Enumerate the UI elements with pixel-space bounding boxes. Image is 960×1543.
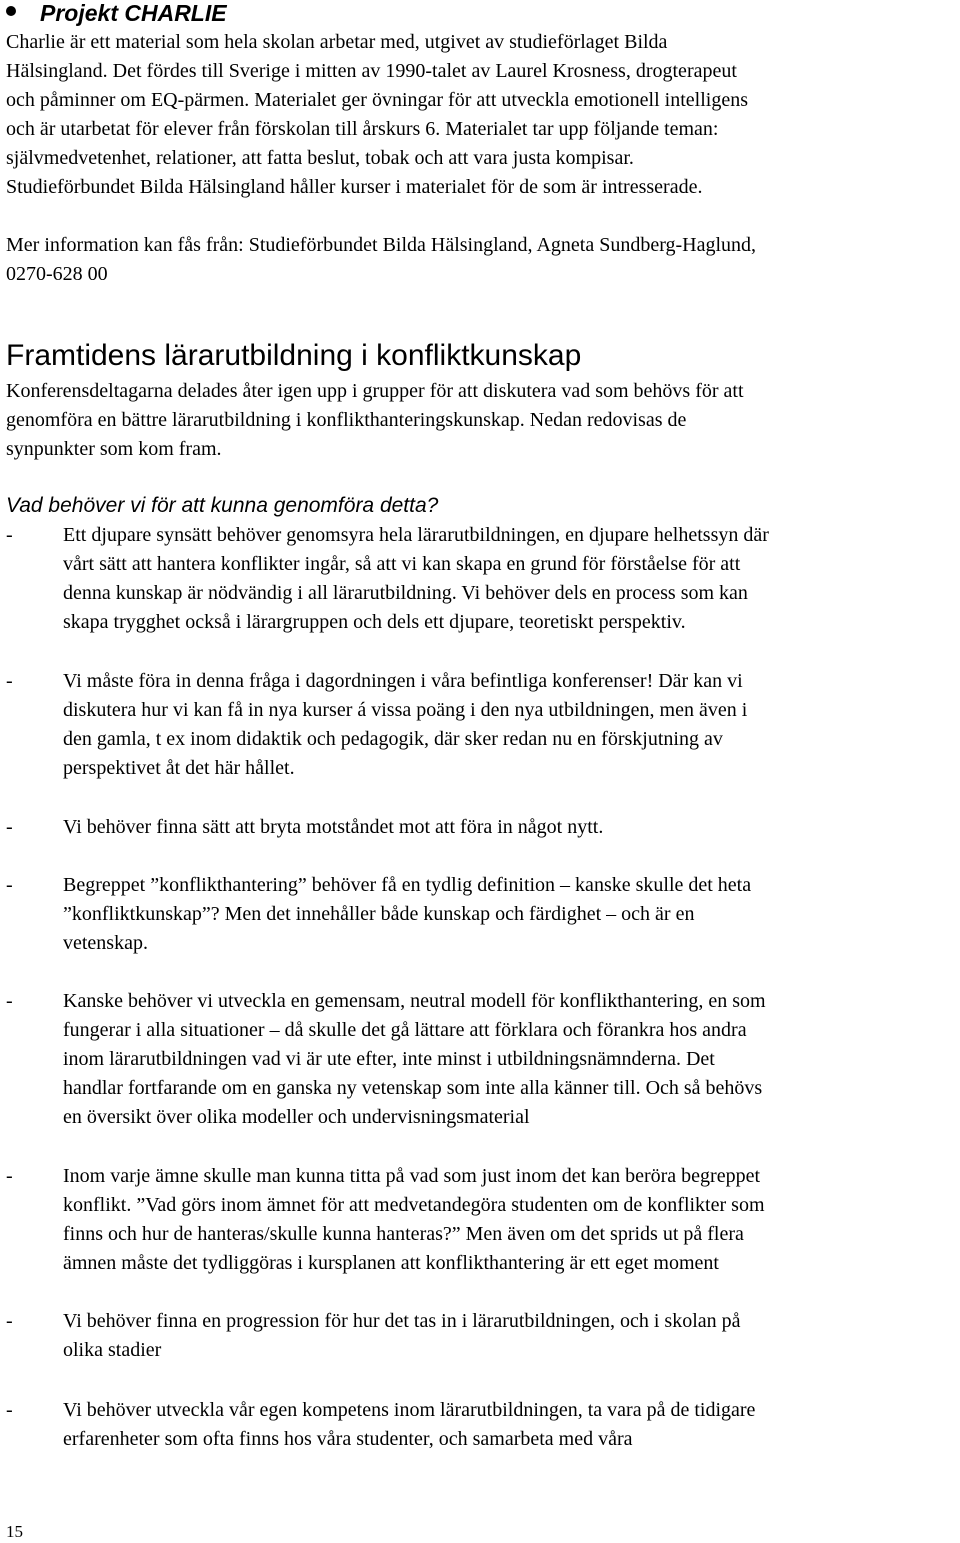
text-line: vetenskap.: [63, 932, 148, 954]
text-line: en översikt över olika modeller och undervisningsmaterial: [63, 1106, 530, 1128]
list-item: [6, 871, 956, 958]
text-line: Inom varje ämne skulle man kunna titta på vad som just inom det kan beröra begreppet: [63, 1165, 761, 1187]
text-line: synpunkter som kom fram.: [6, 438, 222, 460]
text-line: denna kunskap är nödvändig i all lärarutbildning. Vi behöver dels en process som kan: [63, 582, 748, 604]
list-item: [6, 1162, 956, 1278]
text-line: skapa trygghet också i lärargruppen och dels ett djupare, teoretiskt perspektiv.: [63, 611, 686, 633]
text-line: ämnen måste det tydliggöras i kursplanen att konflikthantering är ett eget moment: [63, 1252, 719, 1274]
dash-marker: -: [6, 1165, 13, 1187]
text-line: Kanske behöver vi utveckla en gemensam, neutral modell för konflikthantering, en som: [63, 990, 766, 1012]
text-line: och påminner om EQ-pärmen. Materialet ger övningar för att utveckla emotionell intelligens: [6, 89, 748, 111]
project-charlie-bullet: [6, 0, 956, 28]
text-line: finns och hur de hanteras/skulle kunna hanteras?” Men även om det sprids ut på flera: [63, 1223, 744, 1245]
text-line: Vi måste föra in denna fråga i dagordningen i våra befintliga konferenser! Där kan vi: [63, 670, 743, 692]
list-item: [6, 813, 956, 842]
list-item: [6, 987, 956, 1132]
project-description: [6, 28, 956, 202]
dash-marker: -: [6, 524, 13, 546]
section-intro: [6, 377, 956, 464]
text-line: ”konfliktkunskap”? Men det innehåller både kunskap och färdighet – och är en: [63, 903, 695, 925]
text-line: Ett djupare synsätt behöver genomsyra hela lärarutbildningen, en djupare helhetssyn där: [63, 524, 769, 546]
dash-marker: -: [6, 1310, 13, 1332]
list-item: [6, 1307, 956, 1365]
text-line: genomföra en bättre lärarutbildning i konflikthanteringskunskap. Nedan redovisas de: [6, 409, 687, 431]
bullet-icon: [6, 6, 16, 16]
list-item: [6, 521, 956, 637]
page-number: 15: [6, 1522, 23, 1541]
text-line: olika stadier: [63, 1339, 162, 1361]
text-line: Mer information kan fås från: Studieförbundet Bilda Hälsingland, Agneta Sundberg-Haglund,: [6, 234, 757, 256]
list-item: [6, 667, 956, 783]
section-heading: Framtidens lärarutbildning i konfliktkunskap: [6, 339, 582, 372]
dash-marker: -: [6, 816, 13, 838]
text-line: Begreppet ”konflikthantering” behöver få en tydlig definition – kanske skulle det heta: [63, 874, 752, 896]
text-line: Studieförbundet Bilda Hälsingland håller kurser i materialet för de som är intresserade.: [6, 176, 703, 198]
text-line: perspektivet åt det här hållet.: [63, 757, 295, 779]
project-title: Projekt CHARLIE: [40, 0, 227, 26]
text-line: konflikt. ”Vad görs inom ämnet för att medvetandegöra studenten om de konflikter som: [63, 1194, 765, 1216]
text-line: Hälsingland. Det fördes till Sverige i mitten av 1990-talet av Laurel Krosness, drogterapeut: [6, 60, 737, 82]
text-line: diskutera hur vi kan få in nya kurser á vissa poäng i den nya utbildningen, men även i: [63, 699, 748, 721]
text-line: fungerar i alla situationer – då skulle det gå lättare att förklara och förankra hos andra: [63, 1019, 747, 1041]
dash-marker: -: [6, 874, 13, 896]
text-line: självmedvetenhet, relationer, att fatta beslut, tobak och att vara justa kompisar.: [6, 147, 634, 169]
text-line: och är utarbetat för elever från förskolan till årskurs 6. Materialet tar upp följande teman:: [6, 118, 719, 140]
text-line: Vi behöver utveckla vår egen kompetens inom lärarutbildningen, ta vara på de tidigare: [63, 1399, 756, 1421]
list-item: [6, 1396, 956, 1454]
project-contact-info: [6, 231, 956, 289]
text-line: handlar fortfarande om en ganska ny vetenskap som inte alla känner till. Och så behövs: [63, 1077, 763, 1099]
text-line: Konferensdeltagarna delades åter igen upp i grupper för att diskutera vad som behövs för att: [6, 380, 744, 402]
text-line: 0270-628 00: [6, 263, 108, 285]
text-line: erfarenheter som ofta finns hos våra studenter, och samarbeta med våra: [63, 1428, 633, 1450]
dash-marker: -: [6, 990, 13, 1012]
text-line: inom lärarutbildningen vad vi är ute efter, inte minst i utbildningsnämnderna. Det: [63, 1048, 715, 1070]
text-line: vårt sätt att hantera konflikter ingår, så att vi kan skapa en grund för förståelse för att: [63, 553, 741, 575]
text-line: Vi behöver finna sätt att bryta motståndet mot att föra in något nytt.: [63, 816, 604, 838]
text-line: Vi behöver finna en progression för hur det tas in i lärarutbildningen, och i skolan på: [63, 1310, 741, 1332]
dash-marker: -: [6, 670, 13, 692]
dash-marker: -: [6, 1399, 13, 1421]
section-subheading: Vad behöver vi för att kunna genomföra detta?: [6, 494, 439, 517]
text-line: den gamla, t ex inom didaktik och pedagogik, där sker redan nu en förskjutning av: [63, 728, 723, 750]
text-line: Charlie är ett material som hela skolan arbetar med, utgivet av studieförlaget Bilda: [6, 31, 668, 53]
